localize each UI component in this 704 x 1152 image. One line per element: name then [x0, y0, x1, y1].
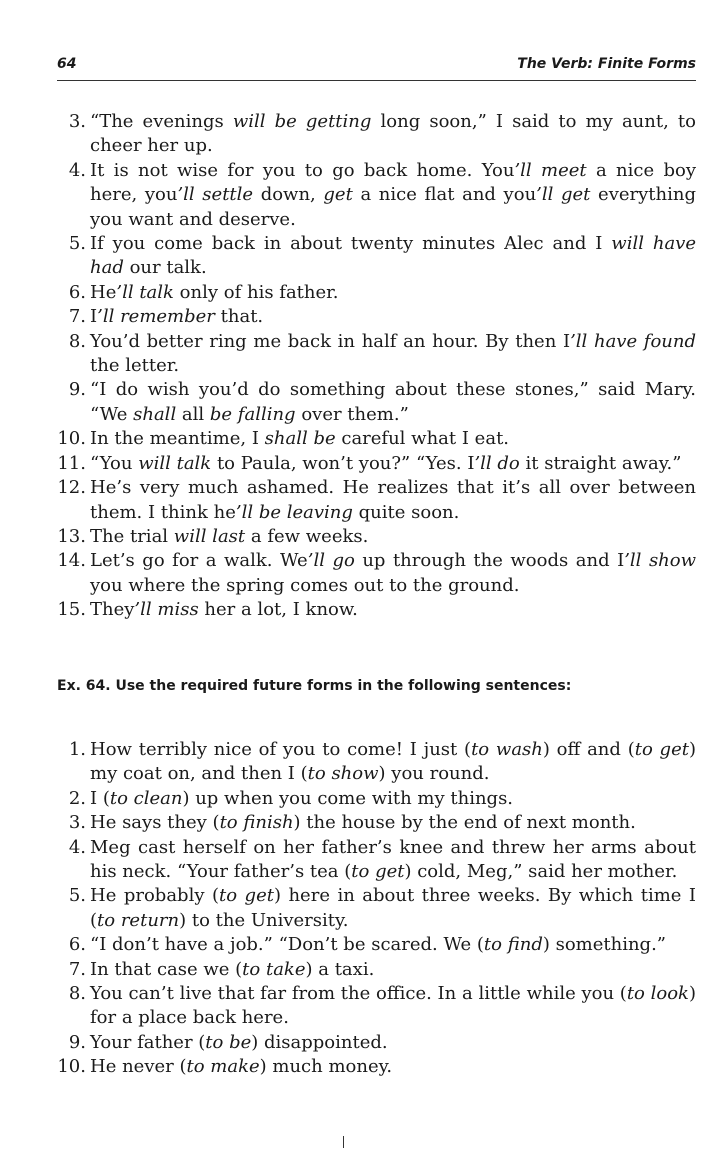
sentence-text: down, — [253, 184, 324, 206]
sentence-text: up through the woods and I — [354, 550, 625, 572]
item-number: 2. — [68, 787, 86, 809]
item-number: 3. — [68, 111, 86, 132]
emphasized-verb: ’ll talk — [116, 281, 174, 303]
sentence-item — [44, 452, 696, 476]
sentence-text: He’s very much ashamed. He realizes that it’s all over between them. I think he — [90, 477, 696, 523]
sentence-text: ) much money. — [259, 1056, 393, 1078]
sentence-item — [44, 933, 696, 957]
sentence-text: He says they ( — [90, 812, 220, 834]
running-title: The Verb: Finite Forms — [517, 56, 696, 72]
sentence-text: only of his father. — [173, 281, 339, 303]
sentence-item — [44, 378, 696, 427]
sentence-text: ) disappointed. — [251, 1031, 388, 1053]
sentence-item — [44, 427, 696, 451]
sentence-item — [44, 232, 696, 281]
item-number: 12. — [57, 477, 86, 499]
sentence-item — [44, 525, 696, 549]
sentence-text: a few weeks. — [245, 525, 369, 547]
sentence-text: Let’s go for a walk. We — [90, 550, 308, 572]
sentence-text: The trial — [90, 525, 174, 547]
sentence-item — [44, 159, 696, 232]
sentence-text: a nice boy here, you — [90, 159, 696, 206]
sentence-text: ) the house by the end of next month. — [293, 812, 636, 834]
sentence-text: ) up when you come with my things. — [182, 787, 514, 809]
sentence-item — [44, 884, 696, 933]
sentence-text: ) cold, Meg,” said her mother. — [404, 861, 678, 883]
emphasized-verb: get — [323, 184, 353, 206]
emphasized-verb: will last — [173, 525, 246, 547]
sentence-text: ) a taxi. — [305, 958, 375, 980]
item-number: 4. — [68, 836, 86, 858]
sentence-item — [44, 787, 696, 811]
emphasized-verb: to clean — [109, 787, 183, 809]
sentence-text: ) to the University. — [179, 909, 349, 931]
sentence-item — [44, 738, 696, 787]
emphasized-verb: to look — [626, 983, 689, 1005]
exercise-heading: Ex. 64. Use the required future forms in the following sentences: — [57, 678, 572, 694]
sentence-text: quite soon. — [352, 501, 460, 523]
sentence-item — [44, 476, 696, 525]
emphasized-verb: to take — [242, 958, 306, 980]
item-number: 4. — [68, 159, 86, 181]
emphasized-verb: shall — [133, 403, 177, 425]
emphasized-verb: will have had — [90, 233, 697, 279]
sentence-text: careful what I eat. — [335, 428, 510, 450]
sentence-text: He probably ( — [90, 885, 219, 907]
emphasized-verb: be falling — [209, 403, 296, 425]
emphasized-verb: to get — [219, 885, 274, 907]
sentence-text: In the meantime, I — [90, 428, 265, 450]
sentence-text: ) here in about three weeks. By which time I ( — [90, 885, 697, 931]
sentence-item — [44, 1055, 696, 1079]
emphasized-verb: to be — [205, 1031, 252, 1053]
sentence-text: “The evenings — [90, 111, 233, 132]
sentence-item — [44, 330, 696, 379]
sentence-text: ) something.” — [542, 934, 667, 956]
emphasized-verb: ’ll settle — [177, 184, 254, 206]
item-number: 13. — [57, 525, 86, 547]
sentence-item — [44, 305, 696, 329]
sentence-item — [44, 281, 696, 305]
sentence-item — [44, 110, 696, 159]
sentence-text: I — [90, 306, 98, 328]
sentence-text: ) you round. — [378, 763, 490, 785]
emphasized-verb: to show — [307, 763, 379, 785]
sentence-item — [44, 836, 696, 885]
emphasized-verb: ’ll have found — [570, 330, 697, 352]
sentence-text: “You — [90, 452, 139, 474]
emphasized-verb: ’ll show — [624, 550, 697, 572]
emphasized-verb: ’ll miss — [134, 599, 199, 621]
sentence-item — [44, 811, 696, 835]
item-number: 11. — [57, 452, 86, 474]
item-number: 10. — [57, 1056, 86, 1078]
emphasized-verb: will talk — [138, 452, 212, 474]
sentence-item — [44, 1031, 696, 1055]
sentence-text: “I do wish you’d do something about these stones,” said Mary. “We — [90, 379, 696, 425]
sentence-text: Meg cast herself on her father’s knee and threw her arms about his neck. “Your father’s tea ( — [90, 836, 696, 883]
sentence-text: I ( — [90, 787, 110, 809]
sentence-text: over them.” — [295, 403, 409, 425]
sentence-text: that. — [214, 306, 264, 328]
exercise-64-list — [44, 738, 696, 1080]
item-number: 6. — [68, 281, 86, 303]
emphasized-verb: to get — [634, 739, 689, 760]
sentence-text: our talk. — [123, 257, 207, 279]
previous-exercise-list — [44, 110, 696, 623]
page-mark — [343, 1136, 344, 1148]
running-header — [57, 56, 696, 81]
sentence-text: the letter. — [90, 355, 180, 377]
emphasized-verb: to return — [97, 909, 180, 931]
sentence-text: You’d better ring me back in half an hour. By then I — [90, 330, 571, 352]
sentence-text: a nice flat and you — [352, 184, 537, 206]
emphasized-verb: shall be — [264, 428, 336, 450]
emphasized-verb: ’ll be leaving — [235, 501, 353, 523]
emphasized-verb: to finish — [219, 812, 294, 834]
item-number: 10. — [57, 428, 86, 450]
sentence-text: In that case we ( — [90, 958, 243, 980]
sentence-text: He — [90, 281, 117, 303]
emphasized-verb: ’ll go — [307, 550, 355, 572]
item-number: 7. — [68, 306, 86, 328]
item-number: 8. — [68, 330, 86, 352]
sentence-text: it straight away.” — [519, 452, 682, 474]
sentence-item — [44, 598, 696, 622]
sentence-text: all — [176, 403, 210, 425]
item-number: 5. — [68, 885, 86, 907]
sentence-text: long soon,” I said to my aunt, to cheer her up. — [90, 111, 696, 157]
sentence-text: “I don’t have a job.” “Don’t be scared. We ( — [90, 934, 484, 956]
item-number: 5. — [68, 233, 86, 255]
sentence-text: to Paula, won’t you?” “Yes. I — [211, 452, 475, 474]
item-number: 7. — [68, 958, 86, 980]
sentence-text: ) my coat on, and then I ( — [90, 739, 696, 785]
item-number: 14. — [57, 550, 86, 572]
sentence-item — [44, 549, 696, 598]
emphasized-verb: ’ll get — [536, 184, 591, 206]
page-number: 64 — [57, 56, 77, 72]
sentence-text: everything you want and deserve. — [90, 184, 696, 230]
sentence-text: ) off and ( — [542, 739, 635, 760]
sentence-item — [44, 982, 696, 1031]
sentence-text: How terribly nice of you to come! I just ( — [90, 739, 472, 760]
sentence-text: They — [90, 599, 135, 621]
item-number: 3. — [68, 812, 86, 834]
emphasized-verb: ’ll do — [474, 452, 520, 474]
emphasized-verb: to get — [351, 861, 405, 883]
emphasized-verb: to make — [186, 1056, 260, 1078]
item-number: 9. — [68, 379, 86, 401]
sentence-text: Your father ( — [90, 1031, 206, 1053]
emphasized-verb: will be getting — [232, 111, 372, 132]
sentence-text: It is not wise for you to go back home. You — [90, 159, 515, 181]
emphasized-verb: to wash — [471, 739, 543, 760]
item-number: 1. — [68, 739, 86, 760]
item-number: 9. — [68, 1031, 86, 1053]
sentence-text: You can’t live that far from the office. In a little while you ( — [90, 983, 627, 1005]
sentence-text: ) for a place back here. — [90, 983, 696, 1029]
item-number: 8. — [68, 983, 86, 1005]
sentence-text: If you come back in about twenty minutes Alec and I — [90, 233, 612, 255]
emphasized-verb: to find — [483, 934, 543, 956]
item-number: 15. — [57, 599, 86, 621]
emphasized-verb: ’ll meet — [514, 159, 587, 181]
emphasized-verb: ’ll remember — [97, 306, 215, 328]
sentence-item — [44, 958, 696, 982]
sentence-text: He never ( — [90, 1056, 187, 1078]
item-number: 6. — [68, 934, 86, 956]
sentence-text: you where the spring comes out to the ground. — [90, 574, 520, 596]
sentence-text: her a lot, I know. — [198, 599, 358, 621]
